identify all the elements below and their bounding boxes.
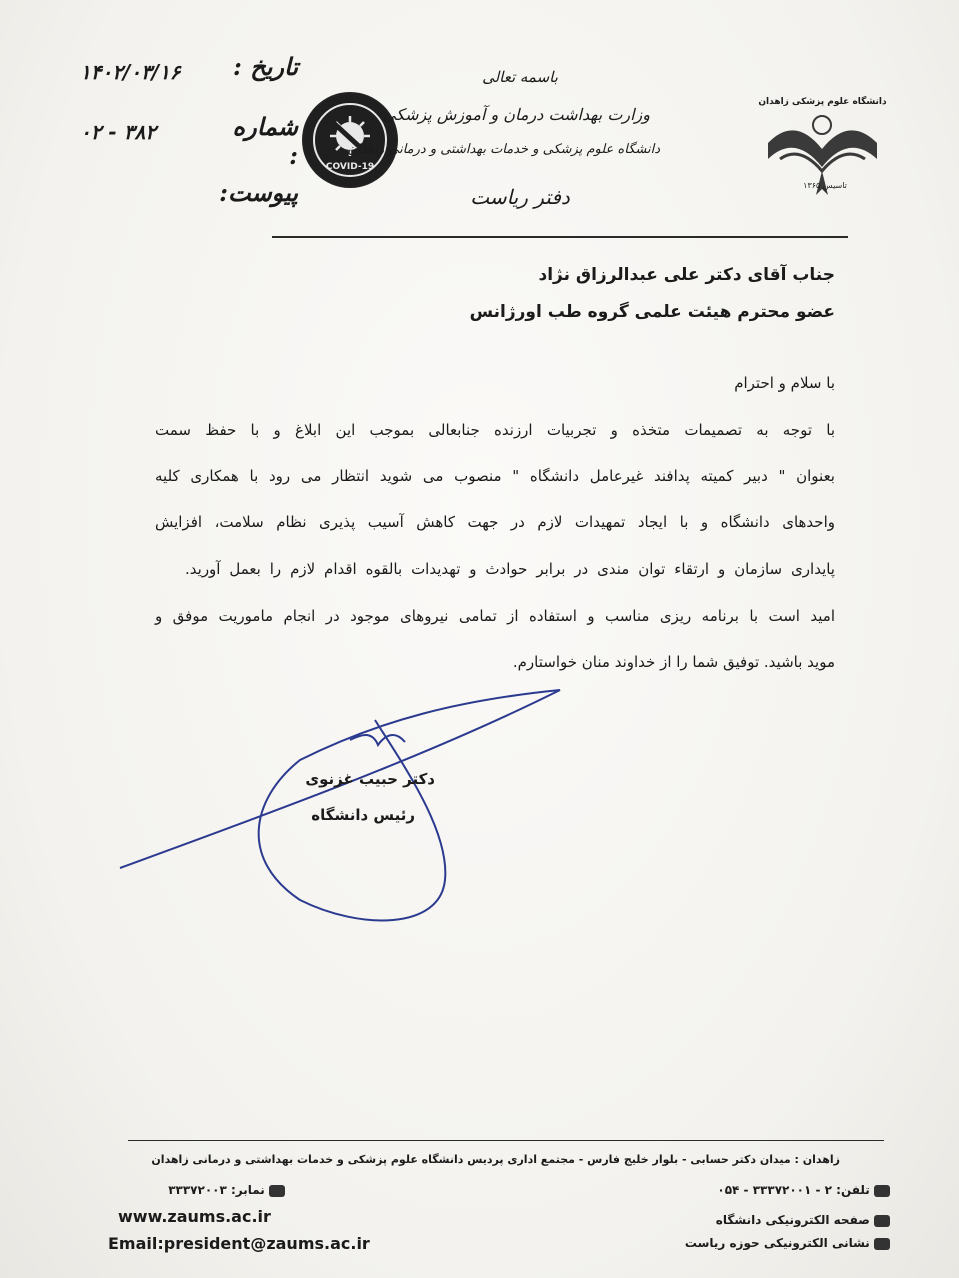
email-icon (874, 1238, 890, 1250)
date-label: تاریخ : (233, 52, 298, 81)
phone-icon (874, 1185, 890, 1197)
logo-caption: دانشگاه علوم پزشکی زاهدان (758, 97, 887, 107)
footer-email-label: نشانی الکترونیکی حوزه ریاست (660, 1236, 890, 1250)
date-value: ۱۴۰۲/۰۳/۱۶ (80, 60, 181, 84)
signatory-role: رئیس دانشگاه (311, 806, 415, 824)
body-line: موید باشید. توفیق شما را از خداوند منان خواستارم. (512, 653, 835, 671)
greeting: با سلام و احترام (734, 374, 835, 392)
body-line: امید است با برنامه ریزی مناسب و استفاده از تمامی نیروهای موجود در انجام ماموریت موفق و (155, 607, 835, 625)
body-line: پایداری سازمان و ارتقاء توان مندی در برابر حوادث و تهدیدات بالقوه اقدام لازم را بعمل آورید. (185, 560, 835, 578)
university-name: دانشگاه علوم پزشکی و خدمات بهداشتی و درمانی زاهدان (347, 142, 660, 157)
body-line: با توجه به تصمیمات متخذه و تجربیات ارزنده جنابعالی بموجب این ابلاغ و با حفظ سمت (155, 421, 835, 439)
footer-website-label: صفحه الکترونیکی دانشگاه (660, 1213, 890, 1227)
header-divider (272, 236, 848, 238)
covid-badge-label: COVID-19 (325, 162, 375, 172)
attachment-label: پیوست: (219, 178, 298, 207)
addressee-name: جناب آقای دکتر علی عبدالرزاق نژاد (538, 265, 835, 285)
footer-divider (128, 1140, 884, 1141)
logo-year: تاسیس ۱۳۶۵ (803, 181, 847, 190)
fax-icon (269, 1185, 285, 1197)
footer-phone-text: تلفن: ۲ - ۳۳۳۷۲۰۰۱ - ۰۵۴ (717, 1183, 870, 1197)
addressee-title: عضو محترم هیئت علمی گروه طب اورژانس (469, 302, 835, 322)
office-name: دفتر ریاست (470, 185, 570, 209)
university-logo (760, 85, 885, 205)
signatory-name: دکتر حبیب غزنوی (305, 770, 435, 788)
body-line: بعنوان " دبیر کمیته پدافند غیرعامل دانشگاه " منصوب می شوید انتظار می رود با همکاری کلیه (155, 467, 835, 485)
footer-website[interactable]: www.zaums.ac.ir (118, 1207, 271, 1226)
footer-phone (670, 1183, 890, 1197)
number-label: شماره : (232, 112, 298, 170)
ministry-name: وزارت بهداشت درمان و آموزش پزشکی (382, 105, 650, 124)
footer-fax (155, 1183, 285, 1197)
web-icon (874, 1215, 890, 1227)
body-line: واحدهای دانشگاه و با ایجاد تمهیدات لازم در جهت کاهش آسیب پذیری نظام سلامت، افزایش (155, 513, 835, 531)
basmala: باسمه تعالی (482, 68, 558, 86)
footer-fax-text: نمابر: ۳۳۳۷۲۰۰۳ (168, 1183, 265, 1197)
number-value: ۰۲ - ۳۸۲ (80, 120, 156, 144)
footer-email[interactable]: Email:president@zaums.ac.ir (108, 1234, 370, 1253)
footer-address: زاهدان : میدان دکتر حسابی - بلوار خلیج فارس - مجتمع اداری پردیس دانشگاه علوم پزشکی و خدمات بهداشتی و درمانی زاهدان (151, 1153, 840, 1166)
